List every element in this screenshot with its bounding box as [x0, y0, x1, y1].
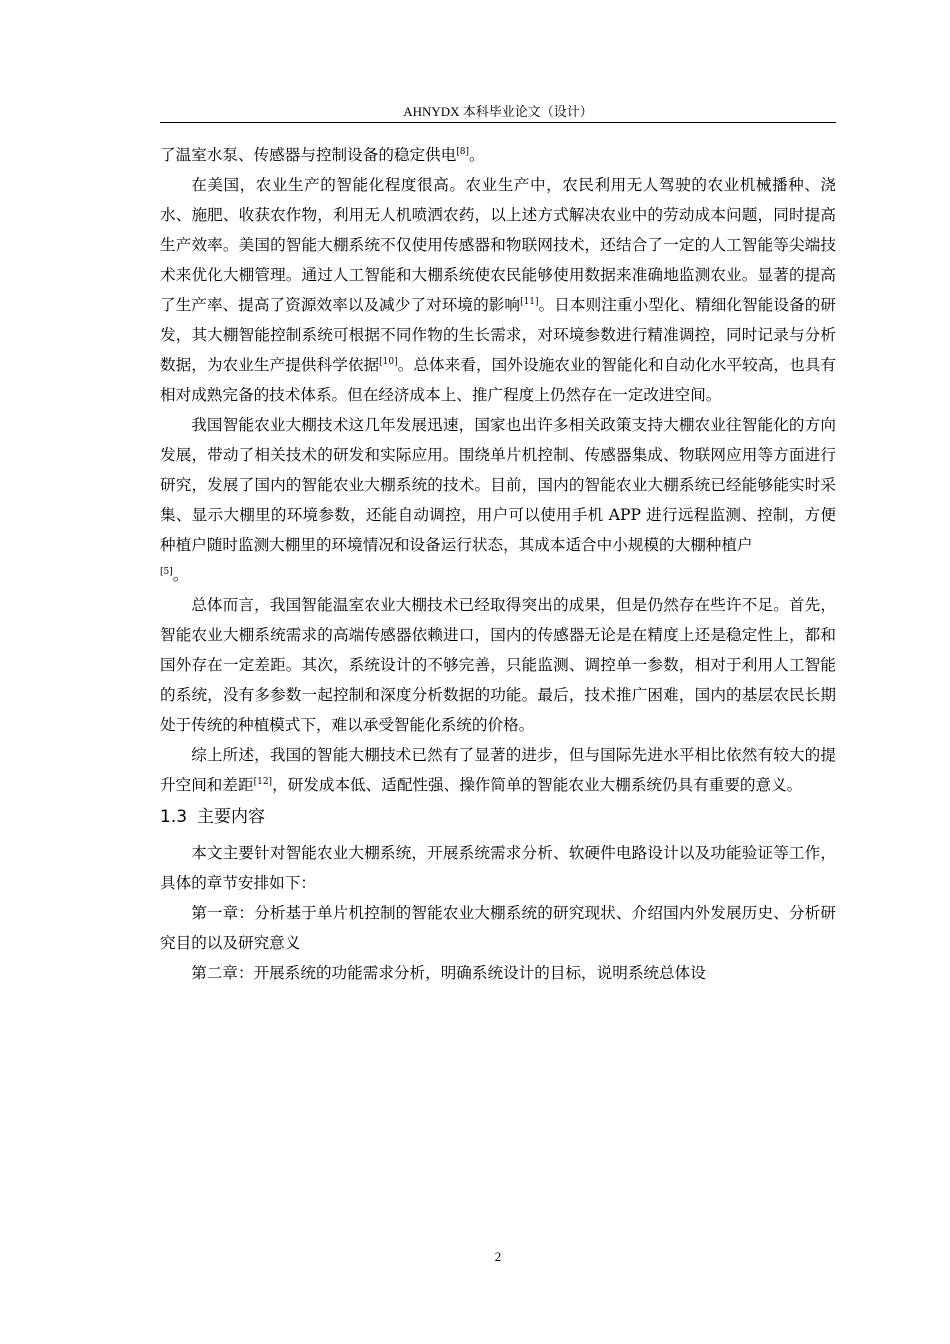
header-divider	[160, 122, 836, 123]
paragraph-chapter-1: 第一章：分析基于单片机控制的智能农业大棚系统的研究现状、介绍国内外发展历史、分析研究目的以及研究意义	[160, 904, 836, 952]
section-number: 1.3	[160, 807, 188, 827]
paragraph-summary: 综上所述，我国的智能大棚技术已然有了显著的进步，但与国际先进水平相比依然有较大的提升空间和差距[12]，研发成本低、适配性强、操作简单的智能农业大棚系统仍具有重要的意义。	[160, 746, 836, 794]
section-title: 主要内容	[197, 807, 266, 827]
paragraph-chapter-2: 第二章：开展系统的功能需求分析，明确系统设计的目标，说明系统总体设	[191, 964, 706, 982]
section-heading	[160, 800, 836, 838]
citation-marker: [5]	[160, 567, 173, 577]
running-header: AHNYDX 本科毕业论文（设计）	[403, 104, 593, 119]
page-number: 2	[494, 1249, 502, 1264]
paragraph-usa-japan: 在美国，农业生产的智能化程度很高。农业生产中，农民利用无人驾驶的农业机械播种、浇水、施肥、收获农作物，利用无人机喷洒农药，以上述方式解决农业中的劳动成本问题，同时提高生产效率。美国的智能大棚系统不仅使用传感器和物联网技术，还结合了一定的人工智能等尖端技术来优化大棚管理。通过人工智能和大棚系统使农民能够使用数据来准确地监测农业。显著的提高了生产率、提高了资源效率以及减少了对环境的影响[11]。日本则注重小型化、精细化智能设备的研发，其大棚智能控制系统可根据不同作物的生长需求，对环境参数进行精准调控，同时记录与分析数据，为农业生产提供科学依据[10]。总体来看，国外设施农业的智能化和自动化水平较高，也具有相对成熟完备的技术体系。但在经济成本上、推广程度上仍然存在一定改进空间。	[160, 176, 836, 404]
paragraph-china: 我国智能农业大棚技术这几年发展迅速，国家也出许多相关政策支持大棚农业往智能化的方向发展，带动了相关技术的研发和实际应用。围绕单片机控制、传感器集成、物联网应用等方面进行研究，发展了国内的智能农业大棚系统的技术。目前，国内的智能农业大棚系统已经能够能实时采集、显示大棚里的环境参数，还能自动调控，用户可以使用手机 APP 进行远程监测、控制，方便种植户随时监测大棚里的环境情况和设备运行状态，其成本适合中小规模的大棚种植户 [5]。	[160, 416, 836, 584]
citation-marker: [12]	[253, 777, 273, 787]
citation-marker: [8]	[456, 147, 470, 157]
paragraph-continuation: 了温室水泵、传感器与控制设备的稳定供电[8]。	[160, 146, 485, 164]
body-text	[160, 140, 836, 988]
citation-marker: [10]	[379, 357, 398, 367]
paragraph-shortcomings: 总体而言，我国智能温室农业大棚技术已经取得突出的成果，但是仍然存在些许不足。首先，智能农业大棚系统需求的高端传感器依赖进口，国内的传感器无论是在精度上还是稳定性上，都和国外存在一定差距。其次，系统设计的不够完善，只能监测、调控单一参数，相对于利用人工智能的系统，没有多参数一起控制和深度分析数据的功能。最后，技术推广困难，国内的基层农民长期处于传统的种植模式下，难以承受智能化系统的价格。	[160, 596, 836, 734]
paragraph-intro: 本文主要针对智能农业大棚系统，开展系统需求分析、软硬件电路设计以及功能验证等工作，具体的章节安排如下：	[160, 844, 836, 892]
citation-marker: [11]	[520, 297, 539, 307]
